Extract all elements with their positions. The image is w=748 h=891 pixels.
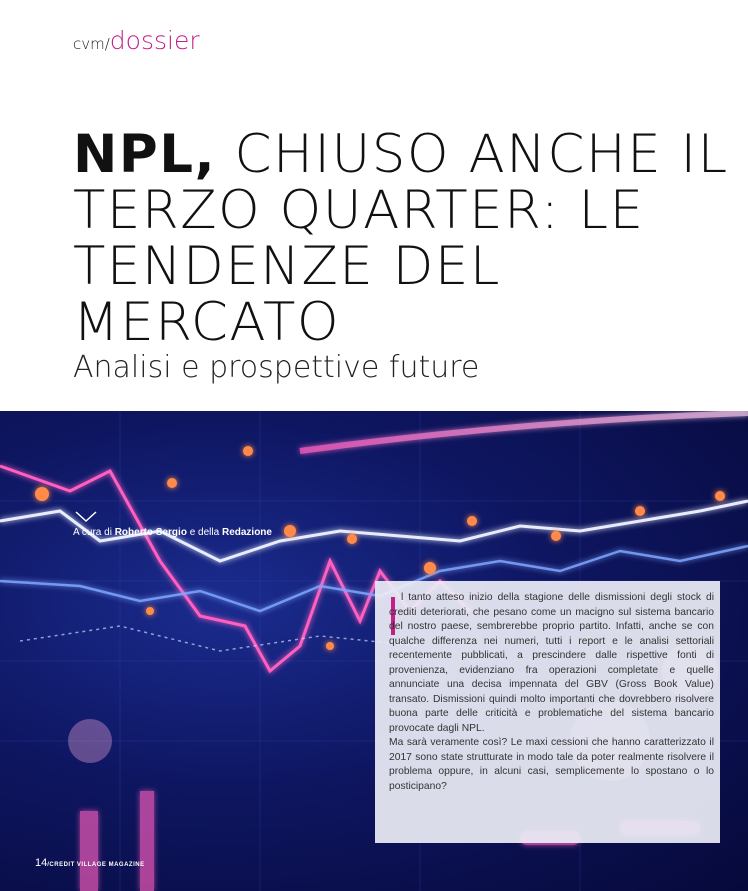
article-body bbox=[389, 591, 714, 794]
page-number: 14 bbox=[35, 857, 48, 869]
headline-bold: NPL, bbox=[73, 124, 217, 185]
page-footer bbox=[35, 857, 145, 869]
article-paragraph-2: Ma sarà veramente così? Le maxi cessioni che hanno caratterizzato il 2017 sono state strutturate in modo tale da poter realmente risolvere il problema oppure, in alcuni casi, semplicemente lo spostano o lo posticipano? bbox=[389, 737, 714, 792]
article-subtitle: Analisi e prospettive future bbox=[73, 350, 480, 385]
byline-org: Redazione bbox=[221, 527, 272, 538]
section-tag bbox=[73, 26, 200, 55]
article-textbox bbox=[375, 581, 720, 843]
section-prefix: cvm/ bbox=[73, 35, 110, 53]
section-name: dossier bbox=[109, 26, 200, 55]
article-headline bbox=[73, 124, 733, 353]
byline bbox=[73, 527, 272, 538]
byline-author: Roberto Sergio bbox=[114, 527, 187, 538]
magazine-name: /CREDIT VILLAGE MAGAZINE bbox=[47, 862, 145, 868]
chevron-down-icon bbox=[75, 511, 97, 523]
byline-mid: e della bbox=[186, 527, 222, 538]
article-paragraph-1: l tanto atteso inizio della stagione delle dismissioni degli stock di crediti deteriorati, che pesano come un macigno sul sistema bancario del nostro paese, sembrerebbe proprio partito. Infatti, anche se con qualche differenza nei numeri, tutti i report e le analisi settoriali recentemente pubblicati, a prescindere dalle rispettive fonti di provenienza, evidenziano fra operazioni completate e quelle annunciate una decisa impennata del GBV (Gross Book Value) transato. Dismissioni quindi molto importanti che dovrebbero risolvere buona parte delle criticità e problematiche del sistema bancario provocate dagli NPL. bbox=[389, 592, 714, 734]
headline-rest: CHIUSO ANCHE IL TERZO QUARTER: LE TENDENZE DEL MERCATO bbox=[73, 124, 729, 353]
byline-lead: A cura di bbox=[73, 527, 115, 538]
